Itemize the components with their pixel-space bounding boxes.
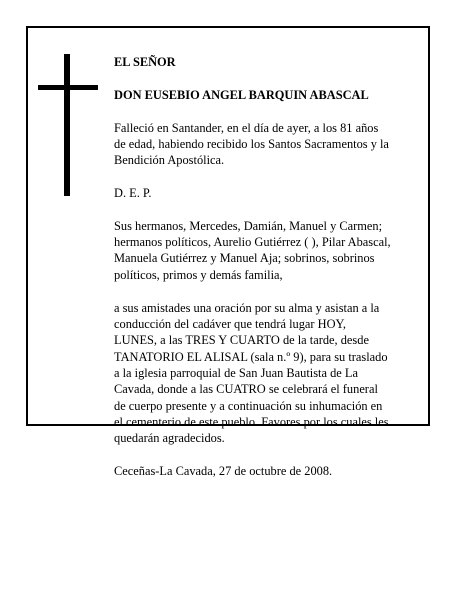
funeral-request: a sus amistades una oración por su alma y asistan a la conducción del cadáver que tendrá lugar HOY, LUNES, a las TRES Y CUARTO de la tarde, desde TANATORIO EL ALISAL (sala n.º 9), para su traslado a la iglesia parroquial de San Juan Bautista de La Cavada, donde a las CUATRO se celebrará el funeral de cuerpo presente y a continuación su inhumación en el cementerio de este pueblo. Favores por los cuales les quedarán agradecidos. bbox=[114, 300, 389, 446]
cross-icon-vertical-bar bbox=[64, 54, 70, 196]
rest-in-peace: D. E. P. bbox=[114, 186, 152, 201]
death-details: Falleció en Santander, en el día de ayer, a los 81 años de edad, habiendo recibido los Santos Sacramentos y la Bendición Apostólica. bbox=[114, 120, 389, 168]
deceased-title: EL SEÑOR bbox=[114, 55, 176, 70]
deceased-name: DON EUSEBIO ANGEL BARQUIN ABASCAL bbox=[114, 88, 369, 103]
cross-icon-horizontal-bar bbox=[38, 85, 98, 90]
family-list: Sus hermanos, Mercedes, Damián, Manuel y Carmen; hermanos políticos, Aurelio Gutiérrez ( ), Pilar Abascal, Manuela Gutiérrez y Manuel Aja; sobrinos, sobrinos políticos, primos y demás familia, bbox=[114, 218, 391, 282]
place-and-date: Ceceñas-La Cavada, 27 de octubre de 2008. bbox=[114, 463, 333, 478]
obituary-text-block bbox=[114, 38, 426, 496]
